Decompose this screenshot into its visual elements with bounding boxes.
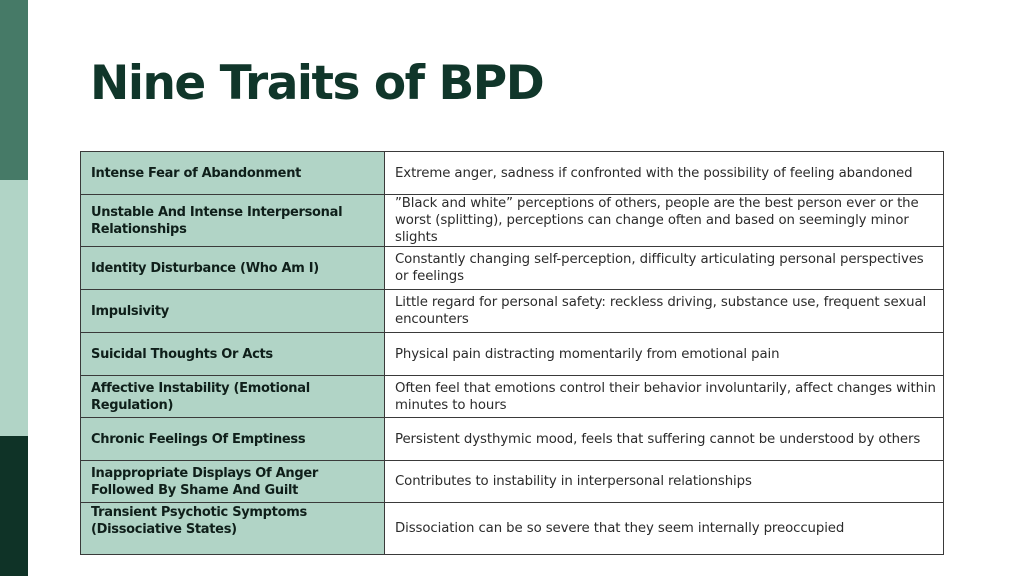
trait-name: Impulsivity <box>81 290 385 333</box>
trait-name: Chronic Feelings Of Emptiness <box>81 418 385 461</box>
table-row <box>81 290 944 333</box>
trait-name: Intense Fear of Abandonment <box>81 152 385 195</box>
trait-description: Constantly changing self-perception, difficulty articulating personal perspectives or feelings <box>385 247 944 290</box>
accent-bar-middle <box>0 180 28 436</box>
trait-description: Dissociation can be so severe that they seem internally preoccupied <box>385 503 944 555</box>
accent-bar-bottom <box>0 436 28 576</box>
trait-name: Identity Disturbance (Who Am I) <box>81 247 385 290</box>
table-row <box>81 247 944 290</box>
trait-description: Extreme anger, sadness if confronted with the possibility of feeling abandoned <box>385 152 944 195</box>
trait-name: Suicidal Thoughts Or Acts <box>81 333 385 376</box>
trait-name: Unstable And Intense Interpersonal Relationships <box>81 195 385 247</box>
table-row <box>81 195 944 247</box>
trait-description: Physical pain distracting momentarily from emotional pain <box>385 333 944 376</box>
traits-table <box>80 151 944 555</box>
trait-description: ”Black and white” perceptions of others, people are the best person ever or the worst (splitting), perceptions can change often and based on seemingly minor slights <box>385 195 944 247</box>
table-row <box>81 333 944 376</box>
table-row <box>81 418 944 461</box>
trait-name: Transient Psychotic Symptoms (Dissociative States) <box>81 503 385 555</box>
trait-description: Often feel that emotions control their behavior involuntarily, affect changes within minutes to hours <box>385 376 944 418</box>
table-row <box>81 152 944 195</box>
trait-description: Little regard for personal safety: reckless driving, substance use, frequent sexual encounters <box>385 290 944 333</box>
accent-bar-top <box>0 0 28 180</box>
trait-description: Persistent dysthymic mood, feels that suffering cannot be understood by others <box>385 418 944 461</box>
slide-title: Nine Traits of BPD <box>90 56 544 111</box>
trait-name: Inappropriate Displays Of Anger Followed By Shame And Guilt <box>81 461 385 503</box>
table-row <box>81 503 944 555</box>
table-row <box>81 376 944 418</box>
table-row <box>81 461 944 503</box>
trait-description: Contributes to instability in interpersonal relationships <box>385 461 944 503</box>
trait-name: Affective Instability (Emotional Regulation) <box>81 376 385 418</box>
